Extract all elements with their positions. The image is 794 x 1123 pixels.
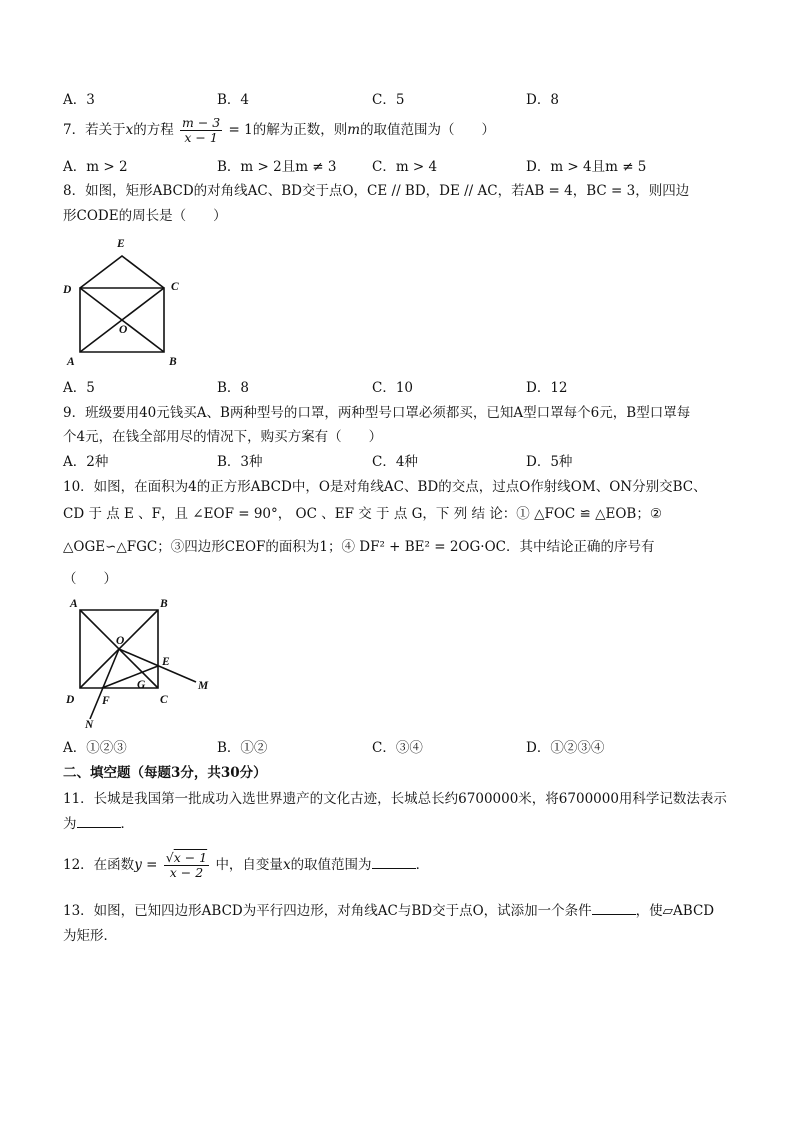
- q10-option-b: B．①②: [217, 740, 268, 756]
- q10-label-g: G: [137, 679, 146, 691]
- q10-label-d: D: [66, 694, 75, 706]
- q10-label-f: F: [102, 695, 110, 707]
- q8-label-o: O: [119, 324, 128, 336]
- q11-line-1: 11．长城是我国第一批成功入选世界遗产的文化古迹，长城总长约6700000米，将6700000用科学记数法表示: [63, 791, 727, 807]
- q6-option-b: B．4: [217, 92, 250, 108]
- q10-label-m: M: [198, 680, 209, 692]
- q10-label-e: E: [162, 656, 170, 668]
- q9-option-d: D．5种: [526, 454, 573, 470]
- q13-line-2: 为矩形．: [63, 928, 117, 944]
- q10-figure: [58, 594, 218, 734]
- q8-line-2: 形CODE的周长是（ ）: [63, 208, 227, 224]
- q9-option-b: B．3种: [217, 454, 263, 470]
- q8-label-e: E: [117, 238, 125, 250]
- q10-label-a: A: [70, 598, 78, 610]
- q12-answer-blank[interactable]: [372, 856, 416, 869]
- q7-option-a: A．m > 2: [63, 159, 128, 175]
- q10-line-3: △OGE∽△FGC；③四边形CEOF的面积为1；④ DF² + BE² = 2OG·OC．其中结论正确的序号有: [63, 539, 655, 555]
- q10-label-b: B: [160, 598, 168, 610]
- q7-option-b: B．m > 2且m ≠ 3: [217, 159, 337, 175]
- q9-option-a: A．2种: [63, 454, 109, 470]
- q8-label-d: D: [63, 284, 72, 296]
- q10-line-1: 10．如图，在面积为4的正方形ABCD中，O是对角线AC、BD的交点，过点O作射线OM、ON分别交BC、: [63, 479, 707, 495]
- q8-option-c: C．10: [372, 380, 414, 396]
- q10-option-c: C．③④: [372, 740, 423, 756]
- q8-roof: [80, 256, 164, 288]
- q10-option-a: A．①②③: [63, 740, 127, 756]
- q8-label-a: A: [67, 356, 75, 368]
- q11-line-2: 为 ．: [63, 816, 134, 832]
- q9-option-c: C．4种: [372, 454, 418, 470]
- q12-fraction: $\frac{√x - 1}{x - 2}$: [165, 850, 208, 880]
- q11-answer-blank[interactable]: [77, 815, 121, 828]
- q8-line-1: 8．如图，矩形ABCD的对角线AC、BD交于点O，CE // BD，DE // AC，若AB = 4，BC = 3，则四边: [63, 183, 690, 199]
- q10-label-n: N: [85, 719, 94, 731]
- q13-answer-blank[interactable]: [592, 902, 636, 915]
- q8-option-d: D．12: [526, 380, 568, 396]
- q8-label-b: B: [169, 356, 177, 368]
- q8-option-a: A．5: [63, 380, 95, 396]
- q9-line-1: 9．班级要用40元钱买A、B两种型号的口罩，两种型号口罩必须都买，已知A型口罩每个6元，B型口罩每: [63, 405, 691, 421]
- q10-line-2: CD 于 点 E 、F，且 ∠EOF = 90°， OC 、EF 交 于 点 G，下 列 结 论：① △FOC ≌ △EOB；②: [63, 506, 662, 522]
- q6-option-c: C．5: [372, 92, 405, 108]
- q8-figure: [58, 234, 188, 372]
- q9-line-2: 个4元，在钱全部用尽的情况下，购买方案有（ ）: [63, 429, 383, 445]
- q6-option-a: A．3: [63, 92, 95, 108]
- section-title: 二、填空题（每题3分，共30分）: [63, 765, 267, 781]
- q10-option-d: D．①②③④: [526, 740, 605, 756]
- q8-option-b: B．8: [217, 380, 250, 396]
- q13-line-1: 13．如图，已知四边形ABCD为平行四边形，对角线AC与BD交于点O，试添加一个条件 ，使▱ABCD: [63, 903, 715, 919]
- q7-option-c: C．m > 4: [372, 159, 438, 175]
- q8-label-c: C: [171, 281, 179, 293]
- q10-label-o: O: [116, 635, 125, 647]
- q7-fraction: $\frac{m - 3}{x - 1}$: [182, 115, 221, 145]
- q10-line-4: （ ）: [63, 571, 117, 587]
- q12-question: 12．在函数y = $\frac{√x - 1}{x - 2}$ 中，自变量x的取值范围为 ．: [63, 850, 430, 880]
- q10-label-c: C: [160, 694, 168, 706]
- q10-ray-on: [90, 649, 119, 719]
- q6-option-d: D．8: [526, 92, 559, 108]
- q7-option-d: D．m > 4且m ≠ 5: [526, 159, 647, 175]
- q7-question: 7．若关于x的方程 $\frac{m - 3}{x - 1}$ = 1的解为正数，则m的取值范围为（ ）: [63, 115, 496, 145]
